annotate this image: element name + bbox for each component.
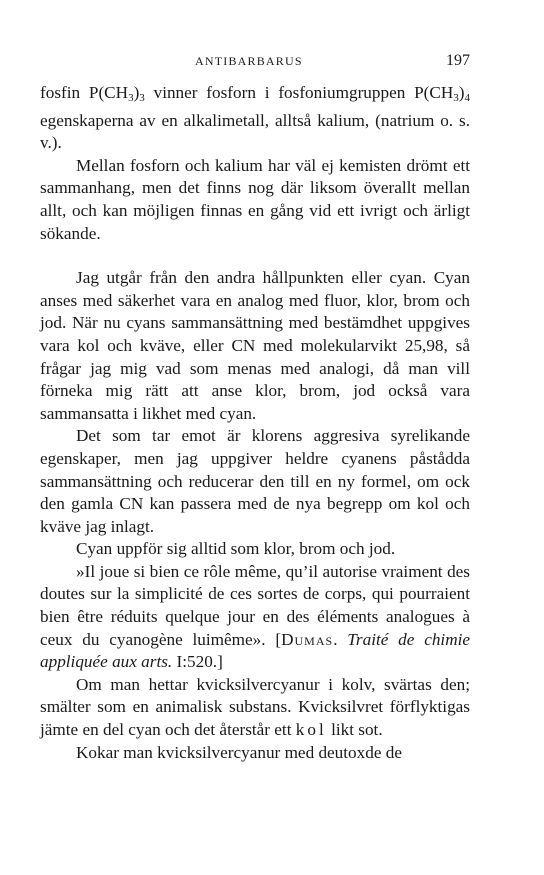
page-number: 197	[446, 52, 470, 69]
subscript: 3	[128, 92, 134, 104]
citation-separator: .	[333, 629, 348, 649]
text-run: likt sot.	[326, 720, 383, 740]
spaced-word: kol	[295, 720, 327, 740]
paragraph-5: Cyan uppför sig alltid som klor, brom och jod.	[76, 539, 396, 559]
body-text	[40, 82, 470, 764]
running-title: ANTIBARBARUS	[195, 54, 303, 68]
running-head	[40, 52, 470, 72]
paragraph-8: Kokar man kvicksilvercyanur med deutoxde de	[76, 742, 402, 762]
text-run: Om man hettar kvicksilvercyanur i kolv, svärtas den; smälter som en animalisk substans. Kvicksilvret förflyktigas jämte en del cyan och det återstår ett	[40, 674, 470, 740]
text-run: )	[458, 83, 465, 102]
paragraph-1	[40, 82, 470, 155]
quote-text: »Il joue si bien ce rôle même, qu’il autorise vraiment des doutes sur la simplicité de ces sortes de corps, qui pourraient bien être réduits quelque jour en des éléments analogues à ceux du cyanogène luimême». [	[40, 561, 470, 649]
text-run: egenskaperna av en alkalimetall, alltså kalium, (natrium o. s. v.).	[40, 110, 470, 153]
citation-author: Dumas	[281, 629, 334, 649]
paragraph-3: Jag utgår från den andra hållpunkten eller cyan. Cyan anses med säkerhet vara en analog med fluor, klor, brom och jod. När nu cyans sammansättning med bestämdhet uppgives vara kol och kväve, eller CN med molekularvikt 25,98, så frågar jag mig vad som menas med analogi, då man vill förneka mig rätt att anse klor, brom, jod också vara sammansatta i likhet med cyan.	[40, 268, 470, 423]
paragraph-2: Mellan fosforn och kalium har väl ej kemisten drömt ett sammanhang, men det finns nog där liksom överallt mellan allt, och kan möjligen finnas en gång vid ett ivrigt och ärligt sökande.	[40, 155, 470, 243]
subscript: 3	[453, 92, 459, 104]
text-run: )	[133, 83, 140, 102]
text-run: fosfin P(CH	[40, 83, 129, 102]
subscript: 3	[139, 92, 145, 104]
paragraph-7	[40, 674, 470, 742]
paragraph-6-quote	[40, 561, 470, 674]
paragraph-4: Det som tar emot är klorens aggresiva syrelikande egenskaper, men jag uppgiver heldre cyanens påstådda sammansättning och reducerar den till en ny formel, om ock den gamla CN kan passera med de nya begrepp om kol och kväve jag inlagt.	[40, 426, 470, 536]
citation-reference: I:520.]	[172, 652, 223, 672]
subscript: 4	[464, 92, 470, 104]
citation-work: Traité de chimie appliquée aux arts.	[40, 629, 471, 672]
text-run: vinner fosforn i fosfoniumgruppen P(CH	[144, 83, 454, 102]
